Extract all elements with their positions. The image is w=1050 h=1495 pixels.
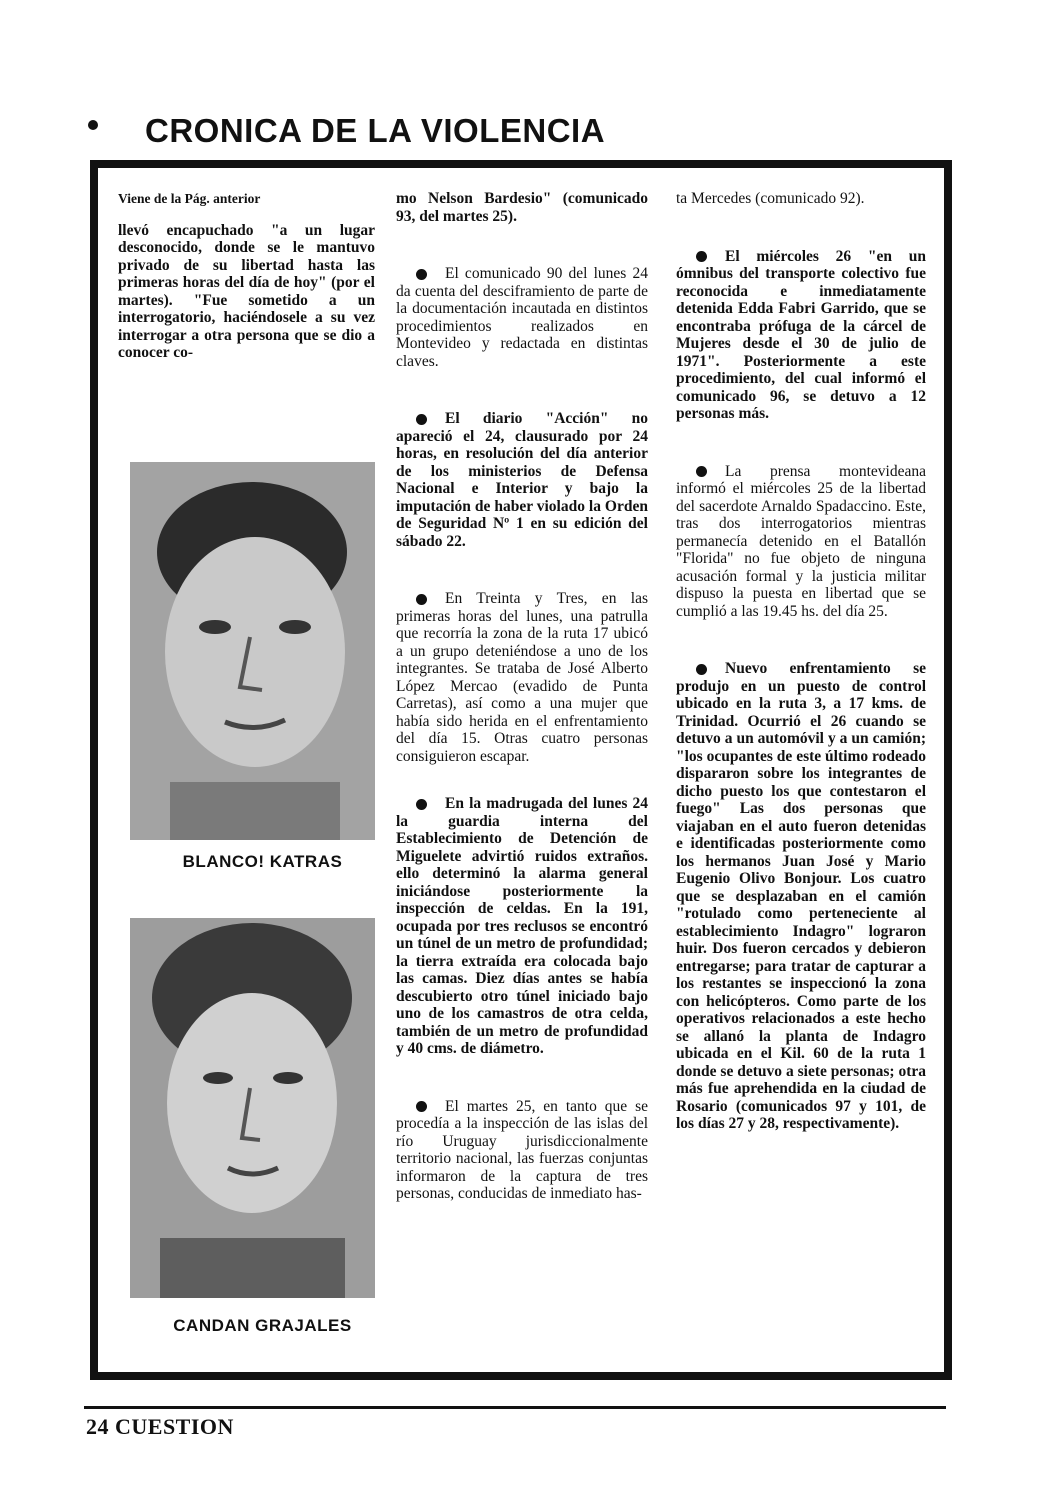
news-item: Nuevo enfrentamiento se produjo en un puesto de control ubicado en la ruta 3, a 17 kms. de Trinidad. Ocurrió el 26 cuando se detuvo a un automóvil y a un camión; "los ocupantes de este último rodeado dispararon sobre los integrantes de dicho puesto los que contestaron el fuego" Las dos personas que viajaban en el auto fueron detenidas e identificadas posteriormente como los hermanos Juan José y Mario Eugenio Olivo Bonjour. Los cuatro que se desplazaban en el camión "rotulado como perteneciente al establecimiento Indagro" lograron huir. Dos fueron cercados y debieron entregarse; para tratar de capturar a los restantes se inspeccionó la zona con helicópteros. Como parte de los operativos relacionados a este hecho se allanó la planta de Indagro ubicada en el Kil. 60 de la ruta 1 donde se detuvo a siete personas; otra más fue aprehendida en la ciudad de Rosario (comunicados 97 y 101, de los días 27 y 28, respectivamente). [676, 660, 926, 1132]
portrait-photo-1 [130, 462, 375, 840]
photo-caption-2: CANDAN GRAJALES [173, 1316, 352, 1335]
column-2 [396, 190, 648, 1225]
news-item: El martes 25, en tanto que se procedía a la inspección de las islas del río Uruguay jurisdiccionalmente territorio nacional, las fuerzas conjuntas informaron de la captura de tres personas, conducidas de inmediato has- [396, 1097, 648, 1202]
header-bullet-icon [88, 120, 98, 130]
news-item: El comunicado 90 del lunes 24 da cuenta del desciframiento de parte de la documentación incautada en distintos procedimientos realizados en Montevideo y redactada en distintas claves. [396, 265, 648, 370]
bullet-icon [416, 1101, 427, 1112]
bullet-icon [416, 594, 427, 605]
continued-note: Viene de la Pág. anterior [118, 191, 261, 206]
photo-caption-1: BLANCO! KATRAS [182, 852, 343, 871]
section-title: CRONICA DE LA VIOLENCIA [145, 112, 606, 149]
bullet-icon [416, 269, 427, 280]
column-1 [118, 190, 375, 384]
portrait-photo-2 [130, 918, 375, 1298]
article-paragraph: ta Mercedes (comunicado 92). [676, 190, 865, 207]
bullet-icon [416, 414, 427, 425]
bullet-icon [416, 799, 427, 810]
article-paragraph: llevó encapuchado "a un lugar desconocido, donde se le mantuvo privado de su libertad hasta las primeras horas del día de hoy" (por el martes). "Fue sometido a un interrogatorio, haciéndosele a su vez interrogar a otra persona que se dio a conocer co- [118, 221, 375, 361]
bullet-icon [696, 251, 707, 262]
news-item: El miércoles 26 "en un ómnibus del transporte colectivo fue reconocida e inmediatamente detenida Edda Fabri Garrido, que se encontraba prófuga de la cárcel de Mujeres desde el 30 de julio de 1971". Posteriormente a este procedimiento, del cual informó el comunicado 96, se detuvo a 12 personas más. [676, 247, 926, 422]
news-item: En la madrugada del lunes 24 la guardia interna del Establecimiento de Detención de Miguelete advirtió ruidos extraños. ello determinó la alarma general iniciándose posteriormente la inspección de celdas. En la 191, ocupada por tres reclusos se encontró un túnel de un metro de profundidad; la tierra extraída era colocada bajo las camas. Diez días antes se había descubierto otro túnel iniciado bajo uno de los camastros de otra celda, también de un metro de profundidad y 40 cms. de diámetro. [396, 795, 648, 1057]
page-footer: 24 CUESTION [86, 1414, 234, 1439]
article-paragraph: mo Nelson Bardesio" (comunicado 93, del martes 25). [396, 190, 648, 225]
bullet-icon [696, 664, 707, 675]
footer-rule [84, 1406, 946, 1409]
news-item: El diario "Acción" no apareció el 24, clausurado por 24 horas, en resolución del día anterior de los ministerios de Defensa Nacional e Interior y bajo la imputación de haber violado la Orden de Seguridad Nº 1 en su edición del sábado 22. [396, 410, 648, 550]
column-3 [676, 190, 926, 1155]
news-item: La prensa montevideana informó el miércoles 25 de la libertad del sacerdote Arnaldo Spadaccino. Este, tras dos interrogatorios mientras permanecía detenido en el Batallón "Florida" no fue objeto de ninguna acusación formal y la justicia militar dispuso la puesta en libertad que se cumplió a las 19.45 hs. del día 25. [676, 462, 926, 620]
bullet-icon [696, 466, 707, 477]
news-item: En Treinta y Tres, en las primeras horas del lunes, una patrulla que recorría la zona de la ruta 17 ubicó a un grupo deteniéndose a uno de los integrantes. Se trataba de José Alberto López Mercao (evadido de Punta Carretas), así como a una mujer que había sido herida en el enfrentamiento del día 15. Otras cuatro personas consiguieron escapar. [396, 590, 648, 765]
